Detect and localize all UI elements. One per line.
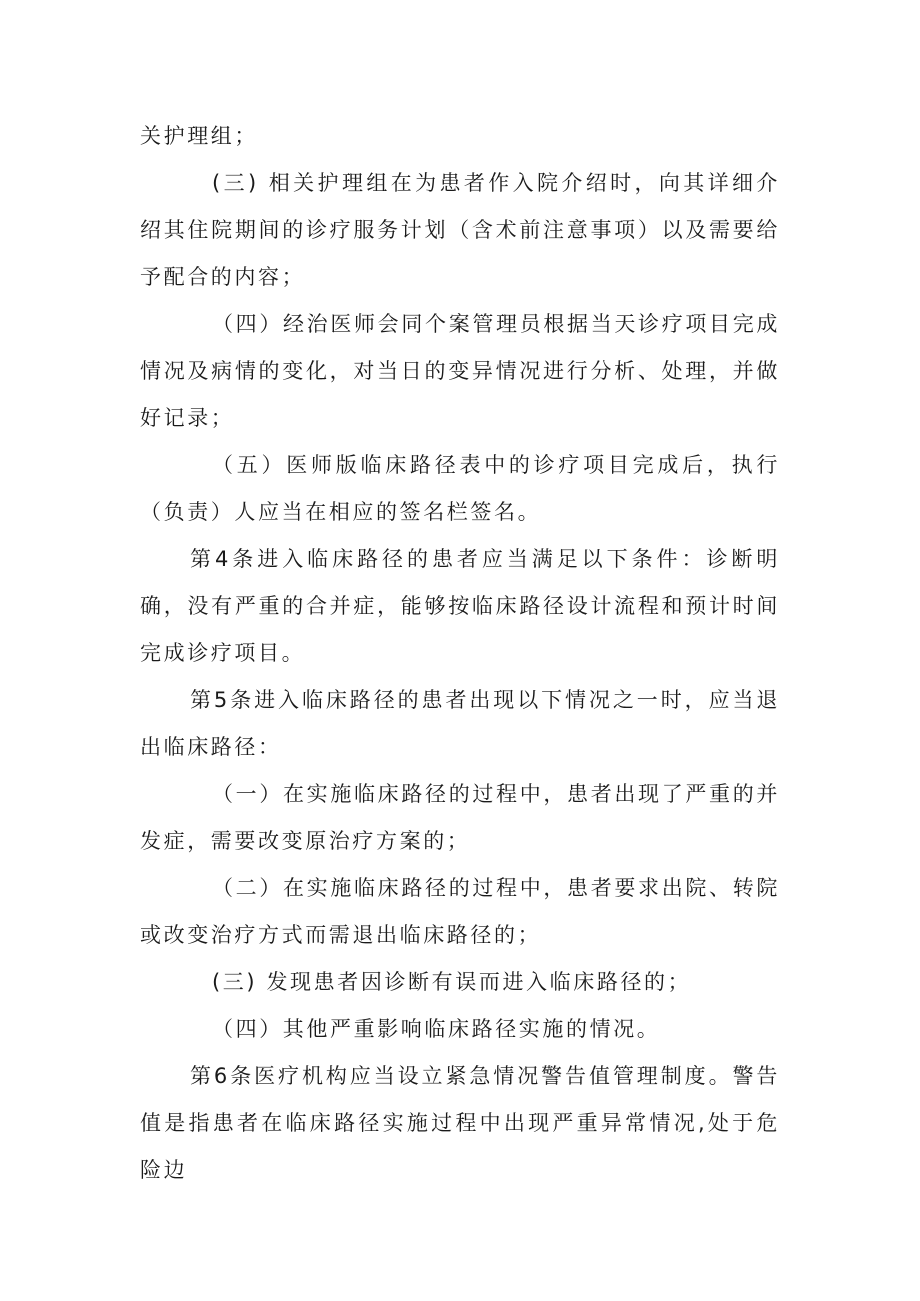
document-page — [140, 113, 780, 1194]
paragraph-continuation: 关护理组； — [140, 124, 258, 148]
paragraph-item-3: (三) 相关护理组在为患者作入院介绍时，向其详细介绍其住院期间的诊疗服务计划（含术前注意事项）以及需要给予配合的内容； — [140, 171, 780, 289]
paragraph-exit-4: （四）其他严重影响临床路径实施的情况。 — [212, 1017, 661, 1041]
paragraph-article-5: 第5条进入临床路径的患者出现以下情况之一时，应当退出临床路径： — [140, 688, 780, 759]
paragraph-article-6: 第6条医疗机构应当设立紧急情况警告值管理制度。警告值是指患者在临床路径实施过程中出现严重异常情况,处于危险边 — [140, 1064, 780, 1182]
paragraph-article-4: 第4条进入临床路径的患者应当满足以下条件：诊断明确，没有严重的合并症，能够按临床路径设计流程和预计时间完成诊疗项目。 — [140, 547, 780, 665]
paragraph-exit-1: （一）在实施临床路径的过程中，患者出现了严重的并发症，需要改变原治疗方案的； — [140, 782, 780, 853]
paragraph-item-4: （四）经治医师会同个案管理员根据当天诊疗项目完成情况及病情的变化，对当日的变异情况进行分析、处理，并做好记录； — [140, 312, 780, 430]
paragraph-exit-3: (三) 发现患者因诊断有误而进入临床路径的； — [212, 970, 692, 994]
paragraph-exit-2: （二）在实施临床路径的过程中，患者要求出院、转院或改变治疗方式而需退出临床路径的； — [140, 876, 780, 947]
paragraph-item-5: （五）医师版临床路径表中的诊疗项目完成后，执行（负责）人应当在相应的签名栏签名。 — [140, 453, 780, 524]
